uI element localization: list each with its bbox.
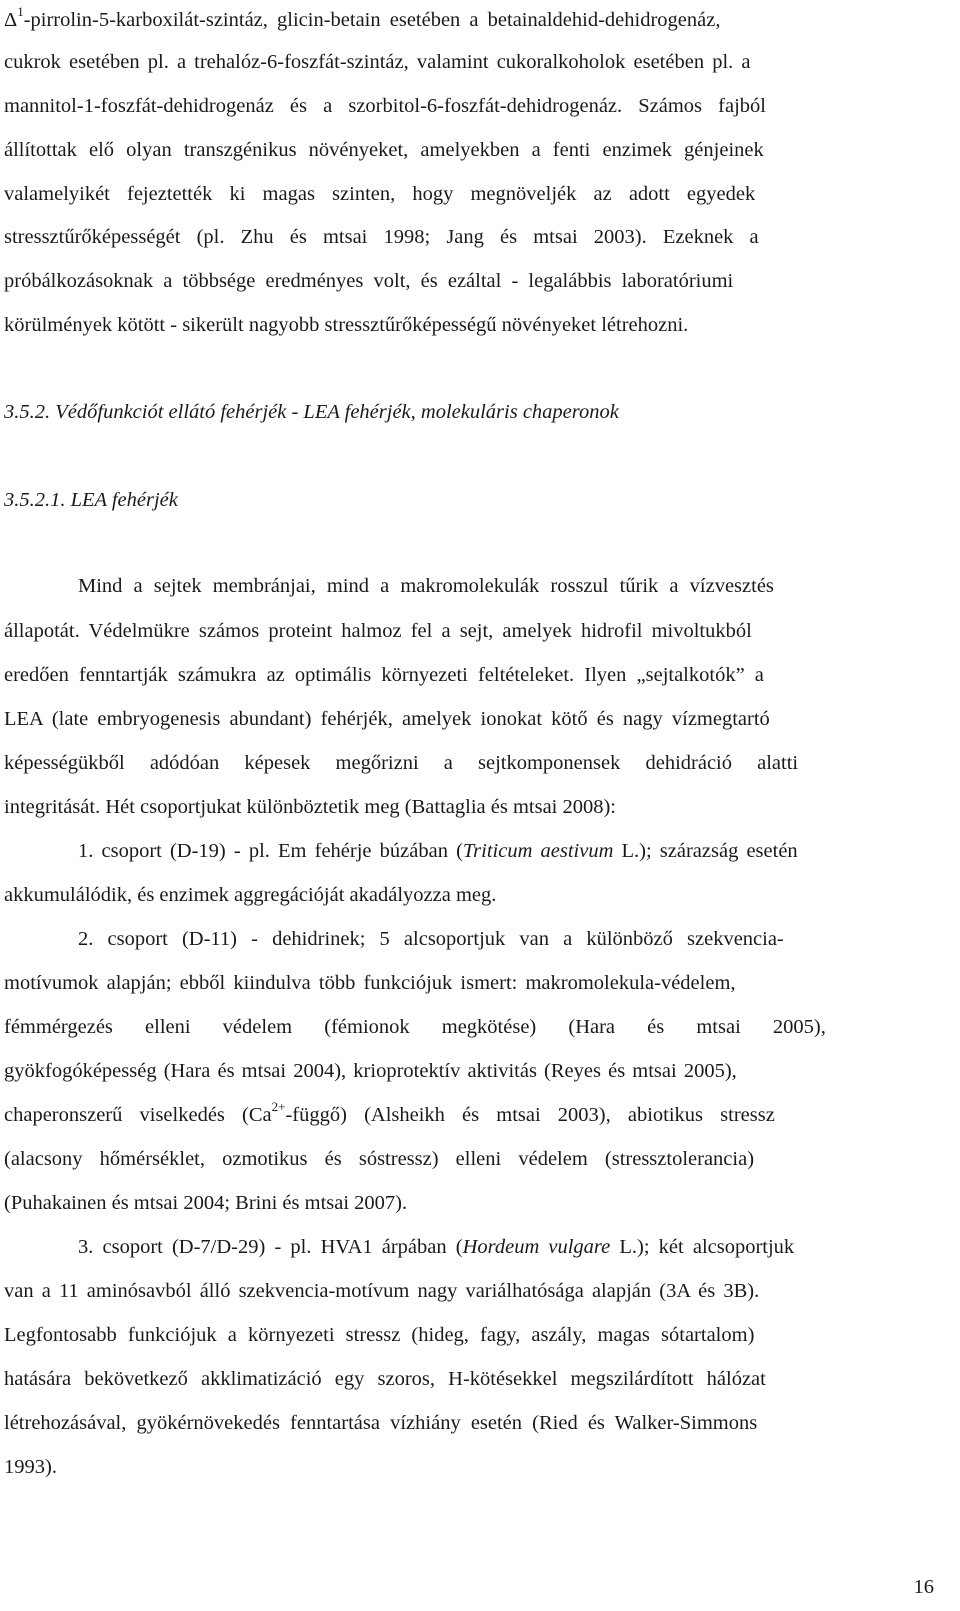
- para2-line4: LEA (late embryogenesis abundant) fehérjék, amelyek ionokat kötő és nagy vízmegtartó: [4, 708, 770, 730]
- group2-line4: gyökfogóképesség (Hara és mtsai 2004), krioprotektív aktivitás (Reyes és mtsai 2005),: [4, 1060, 737, 1082]
- para2-line6: integritását. Hét csoportjukat különböztetik meg (Battaglia és mtsai 2008):: [4, 796, 617, 818]
- group1-line1: [78, 837, 934, 865]
- group1-line1-start: 1. csoport (D-19) - pl. Em fehérje búzában (: [78, 840, 463, 862]
- para1-line1-text: -pirrolin-5-karboxilát-szintáz, glicin-betain esetében a betainaldehid-dehidrogenáz,: [23, 9, 721, 31]
- delta-symbol: Δ: [4, 9, 18, 31]
- group2-line7: (Puhakainen és mtsai 2004; Brini és mtsai 2007).: [4, 1192, 408, 1214]
- para1-line4: állítottak elő olyan transzgénikus növényeket, amelyekben a fenti enzimek génjeinek: [4, 139, 764, 161]
- group2-line3: fémmérgezés elleni védelem (fémionok megkötése) (Hara és mtsai 2005),: [4, 1016, 826, 1038]
- group2-line5: [4, 1101, 934, 1129]
- species-hordeum: Hordeum vulgare: [462, 1236, 611, 1258]
- para1-line8: körülmények kötött - sikerült nagyobb stressztűrőképességű növényeket létrehozni.: [4, 314, 689, 336]
- group3-line1-start: 3. csoport (D-7/D-29) - pl. HVA1 árpában (: [78, 1236, 463, 1258]
- group3-line6: 1993).: [4, 1456, 57, 1478]
- section-heading-3-5-2-1: 3.5.2.1. LEA fehérjék: [4, 489, 178, 511]
- group3-line1: [78, 1233, 934, 1261]
- group3-line3: Legfontosabb funkciójuk a környezeti stressz (hideg, fagy, aszály, magas sótartalom): [4, 1324, 755, 1346]
- superscript-2plus: 2+: [271, 1099, 286, 1115]
- group1-line2: akkumulálódik, és enzimek aggregációját akadályozza meg.: [4, 884, 497, 906]
- para1-line3: mannitol-1-foszfát-dehidrogenáz és a szorbitol-6-foszfát-dehidrogenáz. Számos fajból: [4, 95, 766, 117]
- para1-line7: próbálkozásoknak a többsége eredményes volt, és ezáltal - legalábbis laboratóriumi: [4, 270, 734, 292]
- group2-line1: 2. csoport (D-11) - dehidrinek; 5 alcsoportjuk van a különböző szekvencia-: [78, 928, 784, 950]
- para1-line5: valamelyikét fejeztették ki magas szinten, hogy megnöveljék az adott egyedek: [4, 183, 756, 205]
- para2-line3: eredően fenntartják számukra az optimális környezeti feltételeket. Ilyen „sejtalkotók” a: [4, 664, 764, 686]
- species-triticum: Triticum aestivum: [462, 840, 614, 862]
- para2-line2: állapotát. Védelmükre számos proteint halmoz fel a sejt, amelyek hidrofil mivoltukból: [4, 620, 752, 642]
- group3-line4: hatására bekövetkező akklimatizáció egy szoros, H-kötésekkel megszilárdított hálózat: [4, 1368, 766, 1390]
- group3-line2: van a 11 aminósavból álló szekvencia-motívum nagy variálhatósága alapján (3A és 3B).: [4, 1280, 760, 1302]
- group2-line5-end: -függő) (Alsheikh és mtsai 2003), abiotikus stressz: [285, 1104, 775, 1126]
- para1-line6: stressztűrőképességét (pl. Zhu és mtsai 1998; Jang és mtsai 2003). Ezeknek a: [4, 226, 759, 248]
- group2-line6: (alacsony hőmérséklet, ozmotikus és sóstressz) elleni védelem (stressztolerancia): [4, 1148, 755, 1170]
- group3-line1-end: L.); két alcsoportjuk: [610, 1236, 795, 1258]
- para1-line2: cukrok esetében pl. a trehalóz-6-foszfát-szintáz, valamint cukoralkoholok esetében pl. a: [4, 51, 751, 73]
- para1-line1: [4, 6, 934, 34]
- group3-line5: létrehozásával, gyökérnövekedés fenntartása vízhiány esetén (Ried és Walker-Simmons: [4, 1412, 758, 1434]
- superscript-one: 1: [17, 4, 24, 20]
- section-heading-3-5-2: 3.5.2. Védőfunkciót ellátó fehérjék - LEA fehérjék, molekuláris chaperonok: [4, 401, 619, 423]
- page-number: 16: [913, 1576, 934, 1598]
- para2-line1: Mind a sejtek membránjai, mind a makromolekulák rosszul tűrik a vízvesztés: [78, 575, 774, 597]
- group1-line1-end: L.); szárazság esetén: [613, 840, 798, 862]
- group2-line5-start: chaperonszerű viselkedés (Ca: [4, 1104, 272, 1126]
- group2-line2: motívumok alapján; ebből kiindulva több funkciójuk ismert: makromolekula-védelem,: [4, 972, 736, 994]
- para2-line5: képességükből adódóan képesek megőrizni a sejtkomponensek dehidráció alatti: [4, 752, 799, 774]
